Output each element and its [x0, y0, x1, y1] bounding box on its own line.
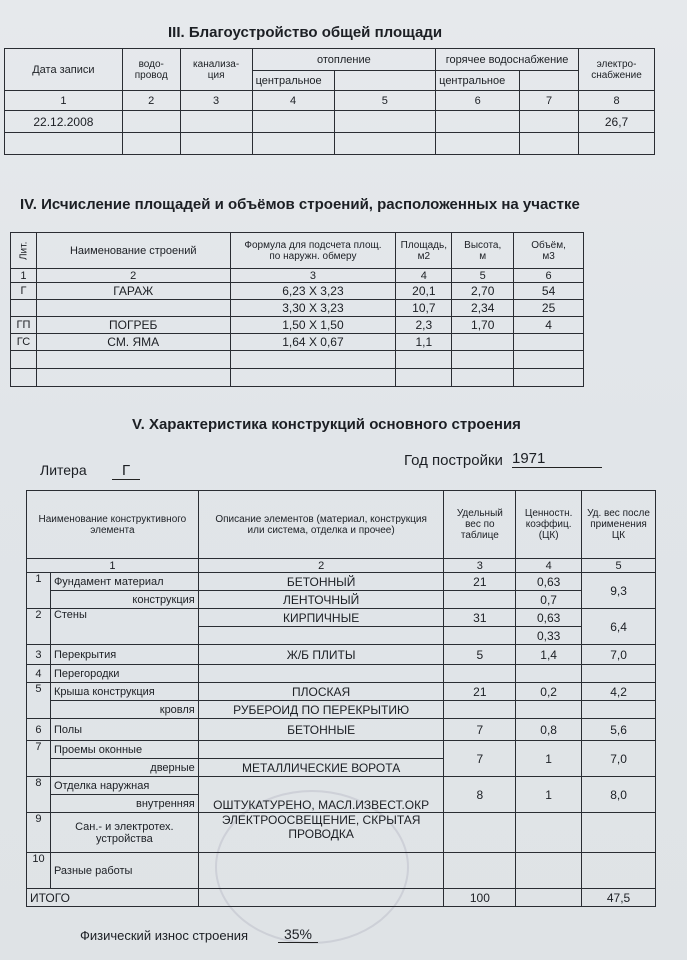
col-sewer: канализа- ция — [180, 49, 252, 91]
num-cell: 3 — [230, 269, 396, 283]
num-cell: 8 — [579, 91, 655, 111]
table-row: ГС СМ. ЯМА 1,64 Х 0,67 1,1 — [11, 334, 584, 351]
table-amenities — [4, 48, 655, 155]
table-row: 5 Крыша конструкция ПЛОСКАЯ 21 0,2 4,2 — [27, 683, 656, 701]
table-row: 8 Отделка наружная ОШТУКАТУРЕНО, МАСЛ.ИЗВЕСТ.ОКР 8 1 8,0 — [27, 777, 656, 795]
num-cell: 2 — [122, 91, 180, 111]
num-cell: 4 — [396, 269, 452, 283]
wear-value: 35% — [278, 926, 318, 943]
col-area: Площадь, м2 — [396, 233, 452, 269]
table-buildings — [10, 232, 584, 387]
year-value: 1971 — [512, 450, 602, 468]
table-row: 10 Разные работы — [27, 853, 656, 889]
table-row: 7 Проемы оконные 7 1 7,0 — [27, 741, 656, 759]
col-description: Описание элементов (материал, конструкция или система, отделка и прочее) — [198, 491, 444, 559]
num-cell: 5 — [334, 91, 436, 111]
num-cell: 1 — [5, 91, 123, 111]
table-row: 1 Фундамент материал БЕТОННЫЙ 21 0,63 9,3 — [27, 573, 656, 591]
col-hot-water: горячее водоснабжение — [436, 49, 579, 71]
record-date: 22.12.2008 — [5, 111, 123, 133]
table-row: 6 Полы БЕТОННЫЕ 7 0,8 5,6 — [27, 719, 656, 741]
col-formula: Формула для подсчета площ. по наружн. обмеру — [230, 233, 396, 269]
col-lit: Лит. — [11, 233, 37, 269]
num-cell: 4 — [516, 559, 582, 573]
col-volume: Объём, м3 — [514, 233, 584, 269]
table-row — [5, 111, 655, 133]
table-row: 2 Стены КИРПИЧНЫЕ 31 0,63 6,4 — [27, 609, 656, 627]
table-row: 9 Сан.- и электротех. устройства ЭЛЕКТРООСВЕЩЕНИЕ, СКРЫТАЯ ПРОВОДКА — [27, 813, 656, 853]
num-cell: 2 — [198, 559, 444, 573]
table-row: 3 Перекрытия Ж/Б ПЛИТЫ 5 1,4 7,0 — [27, 645, 656, 665]
col-after: Уд. вес после применения ЦК — [582, 491, 656, 559]
num-cell: 1 — [27, 559, 199, 573]
table-row: 4 Перегородки — [27, 665, 656, 683]
section-5-title: V. Характеристика конструкций основного строения — [132, 416, 521, 433]
num-cell: 2 — [36, 269, 230, 283]
num-cell: 1 — [11, 269, 37, 283]
num-cell: 5 — [582, 559, 656, 573]
wear-label: Физический износ строения — [80, 928, 249, 943]
litera-value: Г — [112, 462, 140, 480]
col-coef: Ценностн. коэффиц. (ЦК) — [516, 491, 582, 559]
section-4-title: IV. Исчисление площадей и объёмов строений, расположенных на участке — [20, 196, 580, 213]
litera-label: Литера — [40, 462, 87, 478]
num-cell: 5 — [452, 269, 514, 283]
table-row: ГП ПОГРЕБ 1,50 Х 1,50 2,3 1,70 4 — [11, 317, 584, 334]
year-label: Год постройки — [404, 452, 503, 469]
num-cell: 3 — [444, 559, 516, 573]
col-weight: Удельный вес по таблице — [444, 491, 516, 559]
num-cell: 4 — [252, 91, 334, 111]
num-cell: 6 — [436, 91, 520, 111]
col-height: Высота, м — [452, 233, 514, 269]
electric-value: 26,7 — [579, 111, 655, 133]
col-element: Наименование конструктивного элемента — [27, 491, 199, 559]
col-date: Дата записи — [5, 49, 123, 91]
section-3-title: III. Благоустройство общей площади — [168, 24, 443, 41]
col-electric: электро- снабжение — [579, 49, 655, 91]
table-row: 3,30 Х 3,23 10,7 2,34 25 — [11, 300, 584, 317]
table-constructions: Наименование конструктивного элемента Описание элементов (материал, конструкция или система, отделка и прочее) Удельный вес по таблице Ценностн. коэффиц. (ЦК) Уд. вес после применения ЦК 1 2 3 4 5 1 Фундамент материал БЕТОННЫЙ 21 0,63 9,3 конструкция ЛЕНТОЧНЫЙ 0,7 2 Стены КИРПИЧНЫЕ 31 0,63 6,4 0,33 3 Перекрытия Ж/Б ПЛИТЫ 5 1,4 7,0 4 Перегородки 5 Крыша конструкция ПЛОСКАЯ 21 0,2 4,2 кровля РУБЕРОИД ПО ПЕРЕКРЫТИЮ 6 Полы БЕТОННЫЕ 7 0,8 5,6 7 Проемы оконные 7 1 7,0 дверные МЕТАЛЛИЧЕСКИЕ ВОРОТА 8 Отделка наружная ОШТУКАТУРЕНО, МАСЛ.ИЗВЕСТ.ОКР 8 1 8,0 внутренняя 9 Сан.- и электротех. устройства ЭЛЕКТРООСВЕЩЕНИЕ, СКРЫТАЯ ПРОВОДКА 10 Разные работы ИТОГО 100 47,5 — [26, 490, 656, 907]
num-cell: 3 — [180, 91, 252, 111]
col-heating: отопление — [252, 49, 436, 71]
col-heating-central: центральное — [252, 71, 334, 91]
num-cell: 7 — [520, 91, 579, 111]
total-row: ИТОГО 100 47,5 — [27, 889, 656, 907]
col-name: Наименование строений — [36, 233, 230, 269]
num-cell: 6 — [514, 269, 584, 283]
col-water: водо- провод — [122, 49, 180, 91]
col-hot-central: центральное — [436, 71, 520, 91]
table-row: Г ГАРАЖ 6,23 Х 3,23 20,1 2,70 54 — [11, 283, 584, 300]
